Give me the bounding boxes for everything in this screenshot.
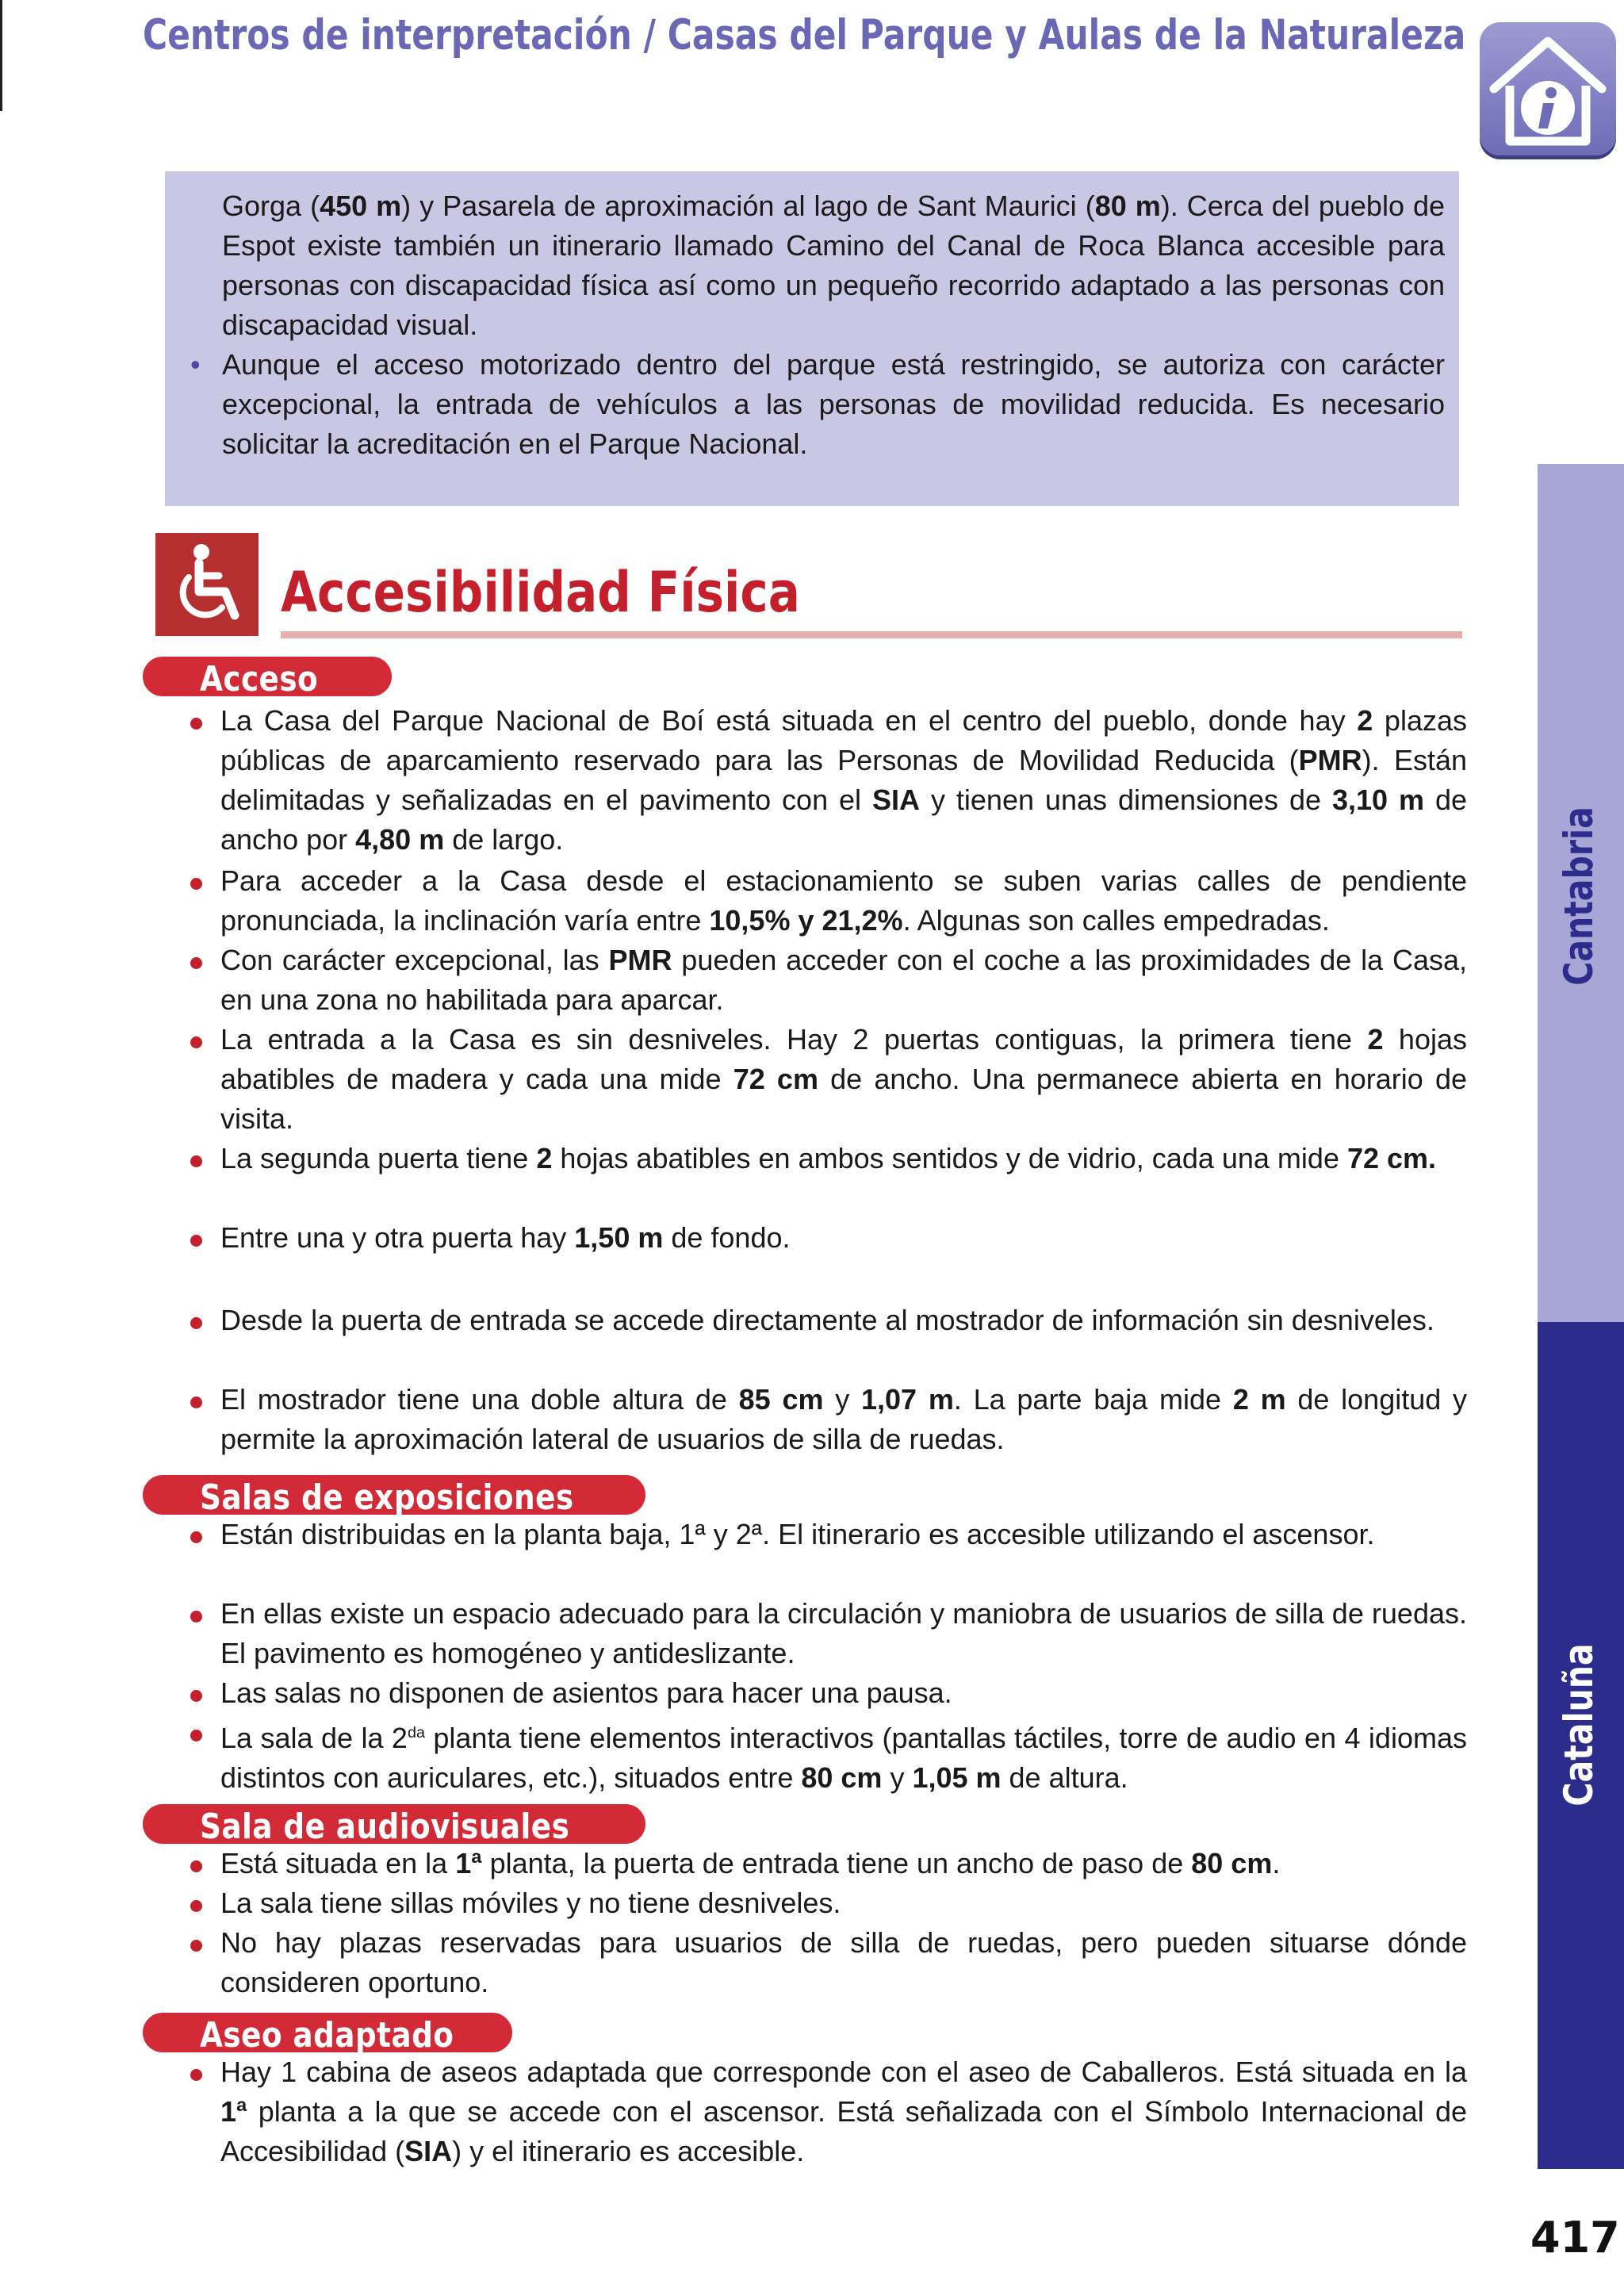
subsection-heading-audiovisuales [143,1804,645,1847]
bullet-dot [190,1900,202,1912]
subsection-label: Aseo adaptado [200,2015,454,2056]
list-item: Para acceder a la Casa desde el estacionamiento se suben varias calles de pendiente pronunciada, la inclinación varía entre 10,5% y 21,2%. Algunas son calles empedradas. [220,861,1467,941]
bullet-dot [190,1690,202,1702]
bullet-dot [190,1155,202,1167]
house-info-icon [1480,22,1616,155]
bullet-dot [190,1317,202,1329]
wheelchair-icon [155,533,259,636]
intro-paragraph: Aunque el acceso motorizado dentro del parque está restringido, se autoriza con carácter excepcional, la entrada de vehículos a las personas de movilidad reducida. Es necesario solicitar la acreditación en el Parque Nacional. [222,348,1445,460]
list-item: La sala de la $2^{da}$ planta tiene elementos interactivos (pantallas táctiles, torre de audio en 4 idiomas distintos con auriculares, etc.), situados entre 80 cm y 1,05 m de altura. [220,1713,1467,1798]
list-item: La entrada a la Casa es sin desniveles. Hay 2 puertas contiguas, la primera tiene 2 hojas abatibles de madera y cada una mide 72 cm de ancho. Una permanece abierta en horario de visita. [220,1020,1467,1139]
list-item: Con carácter excepcional, las PMR pueden acceder con el coche a las proximidades de la Casa, en una zona no habilitada para aparcar. [220,941,1467,1020]
bullet-dot [190,878,202,890]
list-item: La Casa del Parque Nacional de Boí está situada en el centro del pueblo, donde hay 2 plazas públicas de aparcamiento reservado para las Personas de Movilidad Reducida (PMR). Están delimitadas y señalizadas en el pavimento con el SIA y tienen unas dimensiones de 3,10 m de ancho por 4,80 m de largo. [220,701,1467,860]
list-item: La sala tiene sillas móviles y no tiene desniveles. [220,1883,1467,1923]
bullet-dot [190,718,202,730]
intro-paragraph: Gorga (450 m) y Pasarela de aproximación al lago de Sant Maurici (80 m). Cerca del pueblo de Espot existe también un itinerario llamado Camino del Canal de Roca Blanca accesible para personas con discapacidad física así como un pequeño recorrido adaptado a las personas con discapacidad visual. [222,190,1446,341]
bullet-dot [190,1611,202,1623]
list-item: Entre una y otra puerta hay 1,50 m de fondo. [220,1218,1467,1258]
side-tab-label: Cataluña [1556,1643,1602,1807]
page-edge-rule [0,0,2,111]
subsection-label: Salas de exposiciones [200,1477,574,1518]
bullet-dot [190,1730,202,1741]
bullet-dot [190,1235,202,1247]
page-header-title: Centros de interpretación / Casas del Parque y Aulas de la Naturaleza [143,11,1466,59]
list-item: Las salas no disponen de asientos para hacer una pausa. [220,1673,1467,1713]
subsection-heading-acceso [143,657,392,699]
list-item: Hay 1 cabina de aseos adaptada que corresponde con el aseo de Caballeros. Está situada en la 1ª planta a la que se accede con el ascensor. Está señalizada con el Símbolo Internacional de Accesibilidad (SIA) y el itinerario es accesible. [220,2052,1467,2171]
subsection-heading-salas [143,1475,645,1518]
subsection-heading-aseo [143,2013,512,2056]
list-item: No hay plazas reservadas para usuarios de silla de ruedas, pero pueden situarse dónde consideren oportuno. [220,1923,1467,2002]
bullet-dot [190,1397,202,1408]
bullet-dot [190,1531,202,1543]
side-tab-label: Cantabria [1556,807,1602,986]
bullet-dot [190,1860,202,1872]
list-item: En ellas existe un espacio adecuado para la circulación y maniobra de usuarios de silla de ruedas. El pavimento es homogéneo y antideslizante. [220,1594,1467,1673]
subsection-label: Sala de audiovisuales [200,1807,570,1847]
list-item: La segunda puerta tiene 2 hojas abatibles en ambos sentidos y de vidrio, cada una mide 72 cm. [220,1139,1467,1178]
bullet-dot [190,1036,202,1048]
bullet-dot: • [190,348,201,381]
subsection-label: Acceso [200,659,319,699]
list-item: Está situada en la 1ª planta, la puerta de entrada tiene un ancho de paso de 80 cm. [220,1844,1467,1883]
list-item: Desde la puerta de entrada se accede directamente al mostrador de información sin desniveles. [220,1301,1467,1340]
list-item: Están distribuidas en la planta baja, 1ª y 2ª. El itinerario es accesible utilizando el ascensor. [220,1515,1467,1554]
list-item: El mostrador tiene una doble altura de 85 cm y 1,07 m. La parte baja mide 2 m de longitud y permite la aproximación lateral de usuarios de silla de ruedas. [220,1380,1467,1459]
section-underline [281,631,1462,638]
page-number: 417 [1530,2213,1620,2263]
bullet-dot [190,957,202,969]
section-title: Accesibilidad Física [281,560,800,625]
bullet-dot [190,2069,202,2081]
bullet-dot [190,1940,202,1952]
